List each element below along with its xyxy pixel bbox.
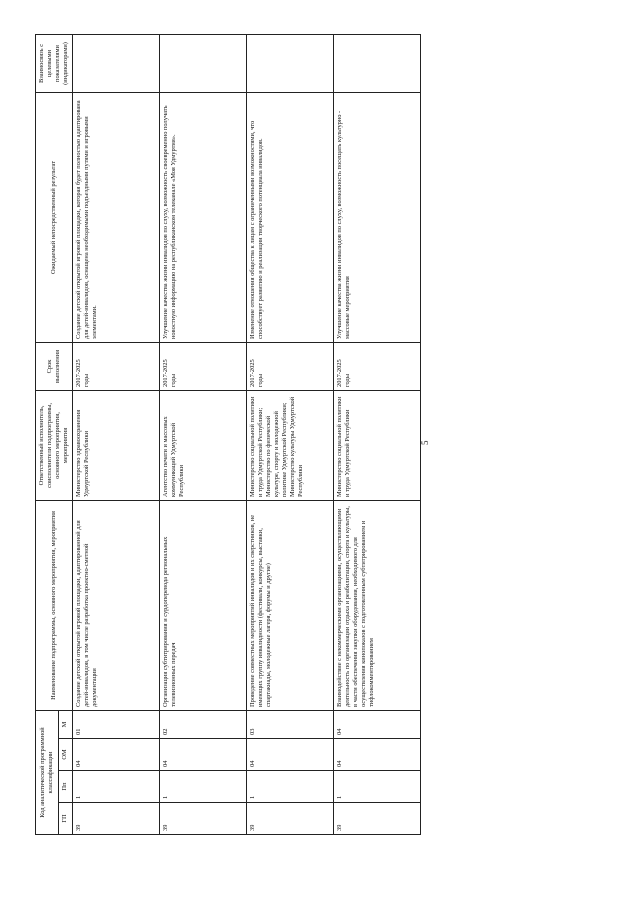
- cell-m: 04: [334, 710, 421, 738]
- cell-link: [247, 34, 334, 92]
- cell-result: Улучшение качества жизни инвалидов по слуху, возможность своевременно получать новостную информацию на республиканском телеканале «Моя Удмуртия».: [160, 92, 247, 342]
- cell-m: 03: [247, 710, 334, 738]
- header-term: Срок выполнения: [36, 342, 73, 390]
- table-row: [73, 34, 160, 834]
- header-code-group: Код аналитической программной классификации: [36, 710, 59, 834]
- cell-executor: Агентство печати и массовых коммуникаций Удмуртской Республики: [160, 390, 247, 500]
- cell-pp: 1: [160, 771, 247, 803]
- cell-gp: 39: [160, 803, 247, 835]
- header-result: Ожидаемый непосредственный результат: [36, 92, 73, 342]
- program-table: [35, 34, 421, 835]
- cell-term: 2017-2025 годы: [160, 342, 247, 390]
- cell-executor: Министерство социальной политики и труда Удмуртской Республики: [334, 390, 421, 500]
- cell-gp: 39: [73, 803, 160, 835]
- cell-name: Организация субтитрирования и сурдоперевода региональных телевизионных передач: [160, 500, 247, 710]
- cell-om: 04: [160, 739, 247, 771]
- cell-pp: 1: [334, 771, 421, 803]
- cell-gp: 39: [247, 803, 334, 835]
- cell-term: 2017-2025 годы: [247, 342, 334, 390]
- cell-pp: 1: [73, 771, 160, 803]
- cell-m: 02: [160, 710, 247, 738]
- cell-term: 2017-2025 годы: [73, 342, 160, 390]
- header-gp: ГП: [58, 803, 72, 835]
- cell-result: Создание детской открытой игровой площадки, которая будет полностью адаптирована для детей-инвалидов, оснащена необходимыми подъездными путями и игровыми элементами.: [73, 92, 160, 342]
- cell-result: Изменение отношения общества к лицам с ограниченными возможностями, что способствует развитию и реализации творческого потенциала инвалидов.: [247, 92, 334, 342]
- table-row: [247, 34, 334, 834]
- cell-result: Улучшение качества жизни инвалидов по слуху, возможность посещать культурно - массовые мероприятия: [334, 92, 421, 342]
- cell-name: Проведение совместных мероприятий инвалидов и их сверстников, не имеющих группу инвалидности (фестивали, конкурсы, выставки, спартакиады, молодежные лагеря, форумы и другие): [247, 500, 334, 710]
- cell-gp: 39: [334, 803, 421, 835]
- header-pp: Пп: [58, 771, 72, 803]
- cell-om: 04: [73, 739, 160, 771]
- page-number: 5: [420, 440, 430, 445]
- header-om: ОМ: [58, 739, 72, 771]
- rotated-table-container: [35, 35, 455, 835]
- cell-term: 2017-2025 годы: [334, 342, 421, 390]
- cell-executor: Министерство здравоохранения Удмуртской Республики: [73, 390, 160, 500]
- cell-om: 04: [334, 739, 421, 771]
- cell-executor: Министерство социальной политики и труда Удмуртской Республики; Министерство по физической культуре, спорту и молодежной политике Удмуртской Республики; Министерство культуры Удмуртской Республики: [247, 390, 334, 500]
- header-executor: Ответственный исполнитель, соисполнители подпрограммы, основного мероприятия, мероприятия: [36, 390, 73, 500]
- cell-link: [73, 34, 160, 92]
- cell-name: Создание детской открытой игровой площадки, адаптированной для детей-инвалидов, в том числе разработка проектно-сметной документации: [73, 500, 160, 710]
- cell-link: [334, 34, 421, 92]
- cell-name: Взаимодействие с некоммерческими организациями, осуществляющими деятельность по организации отдыха и реабилитации, спорта и культуры, в части обеспечения закупки оборудования, необходимого для осуществления кинопоказов с подготовленным субтитрированием и тифлокомментированием: [334, 500, 421, 710]
- header-m: М: [58, 710, 72, 738]
- cell-m: 01: [73, 710, 160, 738]
- table-row: [160, 34, 247, 834]
- cell-link: [160, 34, 247, 92]
- header-link: Взаимосвязь с целевыми показателями (индикаторами): [36, 34, 73, 92]
- header-name: Наименование подпрограммы, основного мероприятия, мероприятия: [36, 500, 73, 710]
- table-row: [334, 34, 421, 834]
- cell-pp: 1: [247, 771, 334, 803]
- cell-om: 04: [247, 739, 334, 771]
